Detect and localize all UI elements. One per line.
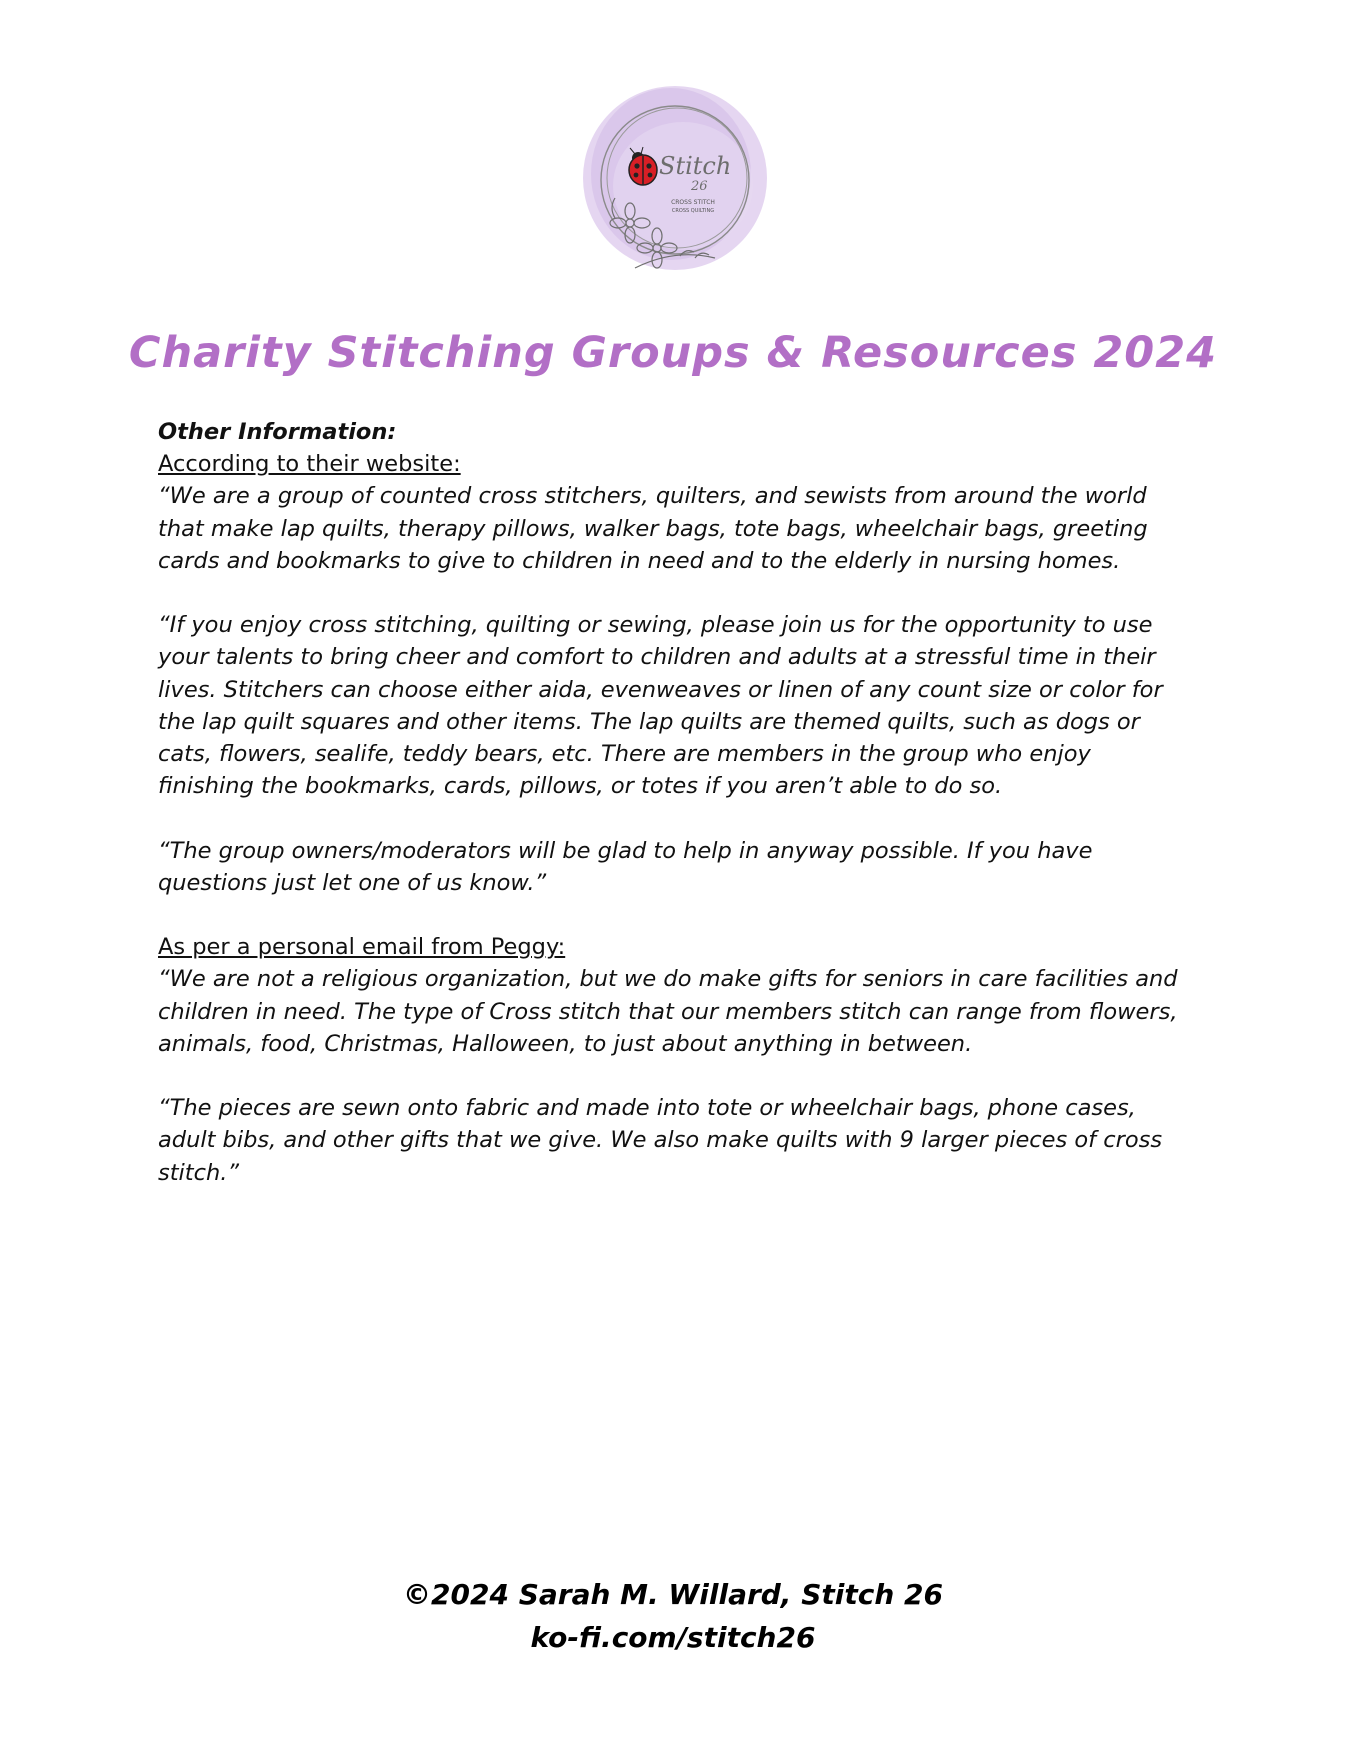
document-body [158,416,1188,1189]
quote-paragraph: “The group owners/moderators will be glad to help in anyway possible. If you have questions just let one of us know.” [158,837,1093,896]
logo-brand: Stitch [659,152,732,180]
quote-paragraph: “We are not a religious organization, but we do make gifts for seniors in care facilities and children in need. The type of Cross stitch that our members stitch can range from flowers, animals, food, Christmas, Halloween, to just about anything in between. [158,966,1178,1057]
logo-graphic [575,78,775,288]
website-subheading: According to their website: [158,451,461,478]
page-title: Charity Stitching Groups & Resources 2024 [128,328,1218,378]
quote-paragraph: “The pieces are sewn onto fabric and made into tote or wheelchair bags, phone cases, adult bibs, and other gifts that we give. We also make quilts with 9 larger pieces of cross stitch.” [158,1095,1163,1186]
stitch26-logo [575,78,775,288]
quote-paragraph: “We are a group of counted cross stitchers, quilters, and sewists from around the world that make lap quilts, therapy pillows, walker bags, tote bags, wheelchair bags, greeting cards and bookmarks to give to children in need and to the elderly in nursing homes. [158,483,1148,574]
logo-tagline-2: CROSS QUILTING [671,208,715,214]
quote-paragraph: “If you enjoy cross stitching, quilting or sewing, please join us for the opportunity to use your talents to bring cheer and comfort to children and adults at a stressful time in their lives. Stitchers can choose either aida, evenweaves or linen of any count size or color for the lap quilt squares and other items. The lap quilts are themed quilts, such as dogs or cats, flowers, sealife, teddy bears, etc. There are members in the group who enjoy finishing the bookmarks, cards, pillows, or totes if you aren’t able to do so. [158,612,1163,800]
section-heading: Other Information: [158,419,397,445]
copyright-footer: ©2024 Sarah M. Willard, Stitch 26 [403,1578,943,1611]
email-subheading: As per a personal email from Peggy: [158,934,566,961]
logo-tagline-1: CROSS STITCH [671,199,715,206]
kofi-link[interactable]: ko-fi.com/stitch26 [530,1621,816,1654]
logo-number: 26 [691,179,708,194]
